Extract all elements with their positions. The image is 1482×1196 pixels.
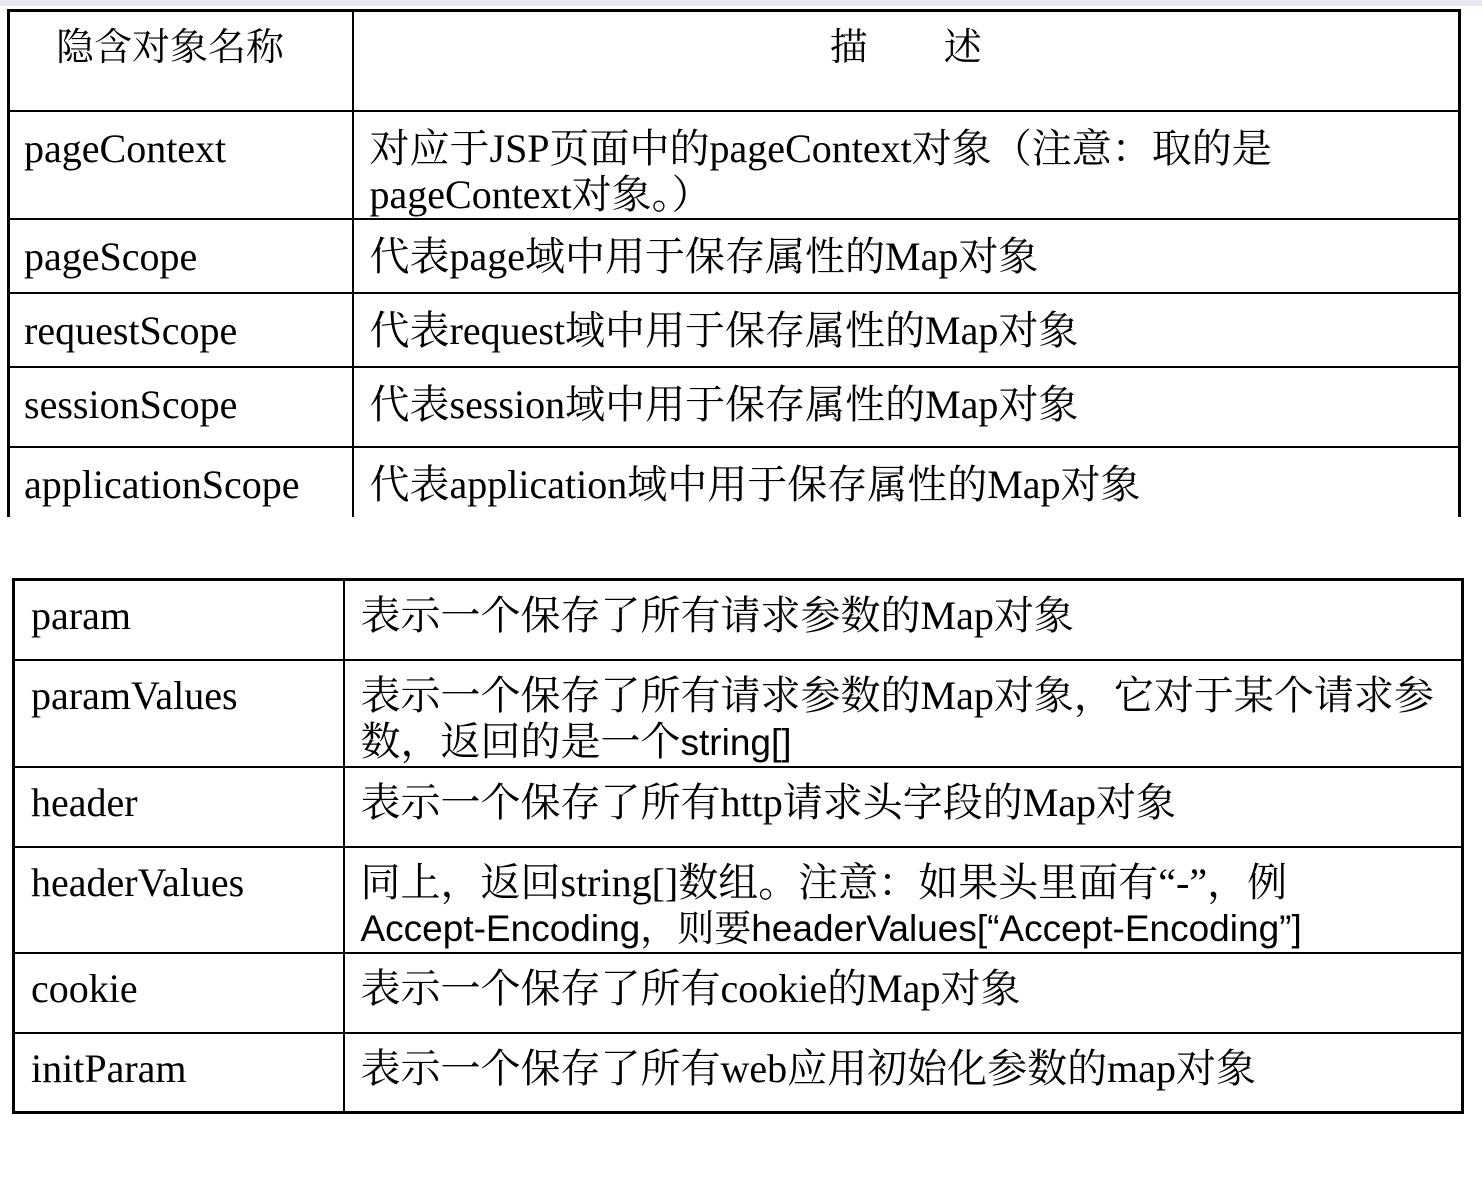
- object-description: 表示一个保存了所有http请求头字段的Map对象: [344, 767, 1463, 847]
- object-name: applicationScope: [9, 447, 353, 517]
- object-description: 代表request域中用于保存属性的Map对象: [353, 293, 1460, 367]
- table-row: [14, 953, 1463, 1033]
- object-name: pageScope: [9, 219, 353, 293]
- object-name: sessionScope: [9, 367, 353, 447]
- table-header-row: [9, 11, 1460, 112]
- table-row: [14, 847, 1463, 953]
- object-name: param: [14, 580, 344, 660]
- object-description: 表示一个保存了所有cookie的Map对象: [344, 953, 1463, 1033]
- object-name: headerValues: [14, 847, 344, 953]
- table-row: [9, 219, 1460, 293]
- object-description: [344, 660, 1463, 767]
- description-code: string[]: [680, 721, 792, 763]
- object-description: 代表application域中用于保存属性的Map对象: [353, 447, 1460, 517]
- top-strip: [0, 0, 1482, 6]
- implicit-objects-table-bottom: [12, 578, 1464, 1114]
- object-description: 代表page域中用于保存属性的Map对象: [353, 219, 1460, 293]
- table-row: [14, 580, 1463, 660]
- object-description: [344, 847, 1463, 953]
- description-code: Accept-Encoding，则要headerValues[“Accept-Encoding”]: [360, 907, 1302, 949]
- table-row: [9, 367, 1460, 447]
- header-description: 描 述: [353, 11, 1460, 112]
- description-text: 同上，返回string[]数组。注意：如果头里面有“-”，例: [360, 859, 1288, 905]
- object-name: cookie: [14, 953, 344, 1033]
- header-name: 隐含对象名称: [9, 11, 353, 112]
- object-name: header: [14, 767, 344, 847]
- table-row: [14, 1033, 1463, 1113]
- table-row: [9, 447, 1460, 517]
- object-name: pageContext: [9, 111, 353, 219]
- object-name: paramValues: [14, 660, 344, 767]
- implicit-objects-table-top: [7, 9, 1461, 517]
- table-row: [14, 660, 1463, 767]
- object-description: 代表session域中用于保存属性的Map对象: [353, 367, 1460, 447]
- object-description: 表示一个保存了所有请求参数的Map对象: [344, 580, 1463, 660]
- object-name: initParam: [14, 1033, 344, 1113]
- table-row: [14, 767, 1463, 847]
- table-row: [9, 293, 1460, 367]
- object-name: requestScope: [9, 293, 353, 367]
- description-text: 表示一个保存了所有请求参数的Map对象，它对于某个请求参数，返回的是一个: [360, 672, 1434, 764]
- table-row: [9, 111, 1460, 219]
- object-description: 对应于JSP页面中的pageContext对象（注意：取的是pageContext对象。）: [353, 111, 1460, 219]
- object-description: 表示一个保存了所有web应用初始化参数的map对象: [344, 1033, 1463, 1113]
